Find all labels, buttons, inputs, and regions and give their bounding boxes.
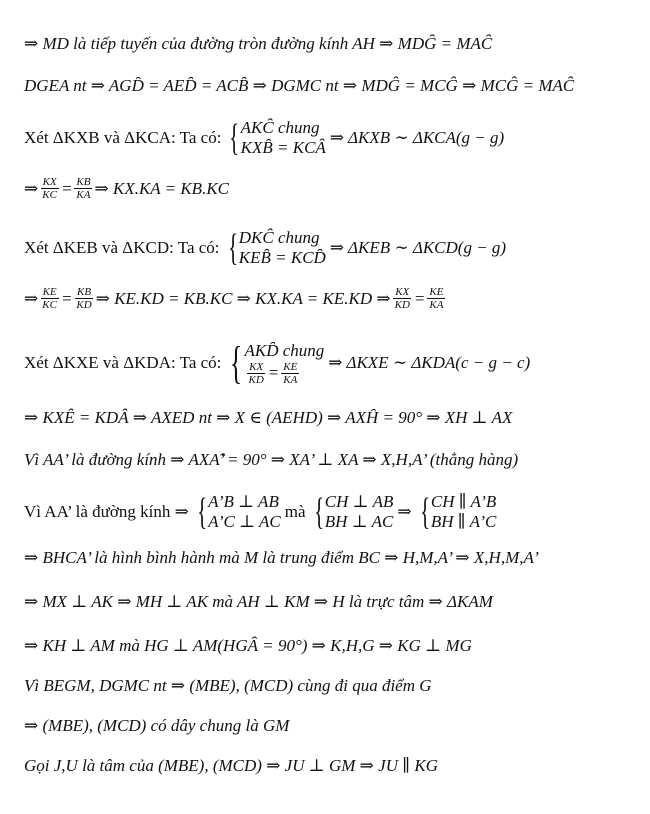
system-row: A’B ⊥ AB xyxy=(208,492,279,511)
line-7-row-1: AKD̑ chung xyxy=(244,340,325,360)
line-5 xyxy=(24,228,640,268)
brace-icon: { xyxy=(196,491,207,533)
line-13-text: ⇒ KH ⊥ AM mà HG ⊥ AM(HGȂ = 90°) ⇒ K,H,G ⇒ KG ⊥ MG xyxy=(24,636,472,655)
line-12-text: ⇒ MX ⊥ AK ⇒ MH ⊥ AK mà AH ⊥ KM ⇒ H là trực tâm ⇒ ΔKAM xyxy=(24,592,493,611)
line-10 xyxy=(24,492,640,532)
equals: = xyxy=(413,288,426,308)
brace-icon: { xyxy=(230,337,243,388)
line-7-system xyxy=(225,337,325,388)
line-2 xyxy=(24,76,640,96)
line-3-row-2: KXB̑ = KCȂ xyxy=(240,138,326,157)
equals: = xyxy=(267,363,280,382)
brace-icon: { xyxy=(419,491,430,533)
line-16 xyxy=(24,756,640,776)
line-8 xyxy=(24,408,640,428)
line-7-row-2 xyxy=(245,361,325,386)
system-row: BH ∥ A’C xyxy=(430,512,497,531)
brace-icon: { xyxy=(313,491,324,533)
line-6-middle: ⇒ KE.KD = KB.KC ⇒ KX.KA = KE.KD ⇒ xyxy=(95,288,391,308)
line-4-result: ⇒ KX.KA = KB.KC xyxy=(94,178,229,198)
line-16-text: Gọi J,U là tâm của (MBE), (MCD) ⇒ JU ⊥ GM ⇒ JU ∥ KG xyxy=(24,756,438,775)
line-3-row-1: AKC̑ chung xyxy=(240,118,320,137)
line-10-system-3 xyxy=(416,492,497,532)
line-4-prefix: ⇒ xyxy=(24,178,39,198)
line-6-prefix: ⇒ xyxy=(24,288,39,308)
line-10-prefix: Vì AA’ là đường kính ⇒ xyxy=(24,502,189,521)
line-11 xyxy=(24,548,640,568)
line-11-text: ⇒ BHCA’ là hình bình hành mà M là trung điểm BC ⇒ H,M,A’ ⇒ X,H,M,A’ xyxy=(24,548,539,567)
equals: = xyxy=(60,288,73,308)
line-3-result: ⇒ ΔKXB ∼ ΔKCA(g − g) xyxy=(329,128,505,147)
line-3-system xyxy=(225,118,325,158)
line-1-text: ⇒ MD là tiếp tuyến của đường tròn đường kính AH ⇒ MDG̑ = MAC̑ xyxy=(24,34,493,53)
fraction: $\frac{KB}{KA}$ xyxy=(76,176,91,201)
fraction: $\frac{KX}{KD}$ xyxy=(248,360,264,386)
line-15 xyxy=(24,716,640,736)
line-13 xyxy=(24,636,640,656)
line-4 xyxy=(24,176,640,201)
system-row: BH ⊥ AC xyxy=(324,512,394,531)
line-5-result: ⇒ ΔKEB ∼ ΔKCD(g − g) xyxy=(329,238,507,257)
line-7-result: ⇒ ΔKXE ∼ ΔKDA(c − g − c) xyxy=(328,353,531,372)
system-row: A’C ⊥ AC xyxy=(208,512,281,531)
fraction: $\frac{KX}{KD}$ xyxy=(394,286,410,311)
line-10-system-1 xyxy=(193,492,281,532)
line-7 xyxy=(24,337,640,388)
line-6 xyxy=(24,286,640,311)
line-8-text: ⇒ KXȆ = KDȂ ⇒ AXED nt ⇒ X ∈ (AEHD) ⇒ AXH̑ = 90° ⇒ XH ⊥ AX xyxy=(24,408,513,427)
line-3 xyxy=(24,118,640,158)
system-row: CH ⊥ AB xyxy=(324,492,394,511)
fraction: $\frac{KB}{KD}$ xyxy=(76,286,92,311)
line-14-text: Vì BEGM, DGMC nt ⇒ (MBE), (MCD) cùng đi qua điểm G xyxy=(24,676,432,695)
brace-icon: { xyxy=(229,117,240,159)
line-2-text: DGEA nt ⇒ AGD̑ = AED̑ = ACB̑ ⇒ DGMC nt ⇒ MDG̑ = MCG̑ ⇒ MCG̑ = MAC̑ xyxy=(24,76,575,95)
line-15-text: ⇒ (MBE), (MCD) có dây chung là GM xyxy=(24,716,290,735)
line-3-prefix: Xét ΔKXB và ΔKCA: Ta có: xyxy=(24,128,222,147)
line-10-ma: mà xyxy=(284,502,306,521)
line-5-prefix: Xét ΔKEB và ΔKCD: Ta có: xyxy=(24,238,220,257)
implies-arrow: ⇒ xyxy=(397,502,412,521)
line-9 xyxy=(24,450,640,470)
line-5-row-1: DKC̑ chung xyxy=(238,228,320,247)
fraction: $\frac{KX}{KC}$ xyxy=(42,176,57,201)
equals: = xyxy=(60,178,73,198)
line-12 xyxy=(24,592,640,612)
line-5-system xyxy=(224,228,326,268)
system-row: CH ∥ A’B xyxy=(430,492,497,511)
fraction: $\frac{KE}{KA}$ xyxy=(429,286,444,311)
fraction: $\frac{KE}{KA}$ xyxy=(283,360,298,386)
line-10-system-2 xyxy=(310,492,394,532)
line-1 xyxy=(24,34,640,54)
brace-icon: { xyxy=(227,227,238,269)
line-14 xyxy=(24,676,640,696)
line-5-row-2: KEB̑ = KCD̑ xyxy=(238,248,326,267)
line-7-prefix: Xét ΔKXE và ΔKDA: Ta có: xyxy=(24,353,222,372)
fraction: $\frac{KE}{KC}$ xyxy=(42,286,57,311)
line-9-text: Vì AA’ là đường kính ⇒ AXA’̑ = 90° ⇒ XA’ ⊥ XA ⇒ X,H,A’ (thẳng hàng) xyxy=(24,450,519,469)
